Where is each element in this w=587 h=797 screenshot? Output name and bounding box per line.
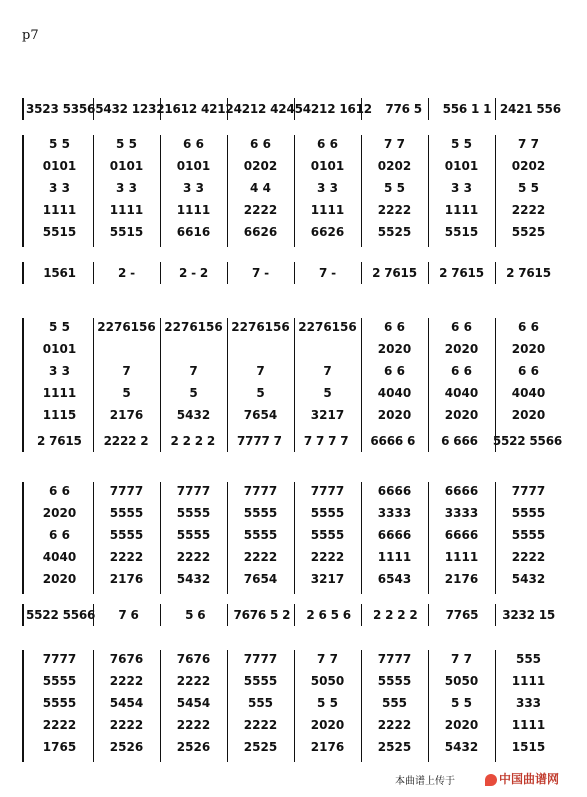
accompaniment-row (26, 674, 562, 688)
accompaniment-cell: 1111 (42, 203, 77, 217)
accompaniment-cell: 4 4 (250, 181, 271, 195)
melody-measure: 7 - (252, 266, 269, 280)
accompaniment-cell: 5555 (109, 528, 144, 542)
accompaniment-cell: 5555 (176, 528, 211, 542)
melody-measure: 7 7 7 7 (303, 434, 349, 448)
melody-measure: 7 6 (118, 608, 139, 622)
accompaniment-cell: 1111 (444, 550, 479, 564)
accompaniment-cell: 6 6 (518, 364, 539, 378)
accompaniment-cell: 2276156 (298, 320, 357, 334)
accompaniment-cell: 0202 (377, 159, 412, 173)
accompaniment-cell: 6 6 (49, 484, 70, 498)
accompaniment-cell: 1515 (511, 740, 546, 754)
accompaniment-cell: 2525 (243, 740, 278, 754)
accompaniment-cell: 7676 (109, 652, 144, 666)
melody-line (22, 430, 564, 452)
accompaniment-row (26, 342, 562, 356)
accompaniment-cell: 2222 (310, 550, 345, 564)
accompaniment-cell: 5555 (243, 506, 278, 520)
accompaniment-cell: 7777 (243, 652, 278, 666)
accompaniment-cell (294, 342, 361, 356)
accompaniment-cell: 2020 (42, 506, 77, 520)
accompaniment-cell: 1111 (444, 203, 479, 217)
accompaniment-cell: 7 (122, 364, 131, 378)
accompaniment-cell: 2222 (176, 718, 211, 732)
page-number: p7 (22, 28, 39, 43)
accompaniment-cell: 2222 (109, 550, 144, 564)
accompaniment-cell: 2222 (109, 718, 144, 732)
accompaniment-staff (22, 650, 564, 762)
accompaniment-cell: 1111 (377, 550, 412, 564)
accompaniment-cell: 3 3 (183, 181, 204, 195)
melody-measure: 1561 (43, 266, 76, 280)
accompaniment-cell: 6626 (310, 225, 345, 239)
accompaniment-cell: 5 5 (451, 137, 472, 151)
accompaniment-cell: 2020 (310, 718, 345, 732)
accompaniment-row (26, 159, 562, 173)
accompaniment-cell: 2276156 (164, 320, 223, 334)
accompaniment-cell: 3 3 (317, 181, 338, 195)
accompaniment-cell: 6543 (377, 572, 412, 586)
accompaniment-row (26, 652, 562, 666)
melody-measure: 7777 7 (237, 434, 282, 448)
melody-measure: 6 666 (441, 434, 478, 448)
accompaniment-cell: 3333 (377, 506, 412, 520)
accompaniment-row (26, 225, 562, 239)
accompaniment-cell: 0101 (42, 342, 77, 356)
accompaniment-cell: 6 6 (451, 364, 472, 378)
accompaniment-cell: 2176 (109, 408, 144, 422)
accompaniment-row (26, 528, 562, 542)
accompaniment-cell: 7 7 (317, 652, 338, 666)
accompaniment-cell: 6 6 (384, 364, 405, 378)
accompaniment-row (26, 203, 562, 217)
accompaniment-cell: 5555 (243, 674, 278, 688)
melody-measure: 2 7615 (36, 434, 82, 448)
accompaniment-cell: 2020 (42, 572, 77, 586)
flame-icon (485, 774, 497, 786)
accompaniment-cell: 5 (189, 386, 198, 400)
accompaniment-cell: 0202 (511, 159, 546, 173)
melody-measure: 3523 5356 (26, 102, 96, 116)
melody-measure: 6666 6 (370, 434, 416, 448)
accompaniment-cell: 7676 (176, 652, 211, 666)
accompaniment-cell: 1111 (511, 674, 546, 688)
accompaniment-cell: 2176 (310, 740, 345, 754)
melody-measure: 2 2 2 2 (170, 434, 215, 448)
accompaniment-cell: 555 (515, 652, 542, 666)
accompaniment-cell: 2222 (243, 718, 278, 732)
accompaniment-cell: 6 6 (384, 320, 405, 334)
accompaniment-cell: 2222 (377, 718, 412, 732)
accompaniment-cell: 6 6 (317, 137, 338, 151)
accompaniment-cell: 4040 (511, 386, 546, 400)
accompaniment-row (26, 137, 562, 151)
melody-measure: 7 - (319, 266, 336, 280)
melody-measure: 2 - 2 (178, 266, 209, 280)
accompaniment-row (26, 718, 562, 732)
accompaniment-cell: 5 (323, 386, 332, 400)
accompaniment-cell: 6666 (444, 484, 479, 498)
brand-name: 中国曲谱网 (499, 772, 560, 786)
accompaniment-cell: 3 3 (451, 181, 472, 195)
melody-measure: 2 7615 (372, 266, 417, 280)
accompaniment-cell (160, 342, 227, 356)
accompaniment-cell: 7777 (377, 652, 412, 666)
accompaniment-cell: 7654 (243, 408, 278, 422)
accompaniment-cell: 2020 (377, 408, 412, 422)
accompaniment-cell: 6 6 (183, 137, 204, 151)
accompaniment-cell: 7 (323, 364, 332, 378)
melody-measure: 1612 4212 (164, 102, 234, 116)
accompaniment-cell: 5515 (42, 225, 77, 239)
accompaniment-cell: 5 5 (49, 320, 70, 334)
melody-measure: 4212 1612 (302, 102, 372, 116)
accompaniment-cell: 2176 (109, 572, 144, 586)
accompaniment-cell: 5 5 (384, 181, 405, 195)
accompaniment-cell: 2222 (511, 550, 546, 564)
accompaniment-row (26, 550, 562, 564)
accompaniment-cell: 4040 (444, 386, 479, 400)
accompaniment-staff (22, 482, 564, 594)
accompaniment-cell: 5454 (176, 696, 211, 710)
melody-measure: 3232 15 (502, 608, 556, 622)
accompaniment-cell: 6666 (444, 528, 479, 542)
accompaniment-cell: 5 5 (451, 696, 472, 710)
accompaniment-row (26, 181, 562, 195)
accompaniment-cell: 5555 (310, 506, 345, 520)
accompaniment-cell: 1111 (511, 718, 546, 732)
accompaniment-cell: 7777 (243, 484, 278, 498)
accompaniment-cell: 2222 (511, 203, 546, 217)
accompaniment-cell: 0101 (42, 159, 77, 173)
accompaniment-cell: 1111 (176, 203, 211, 217)
melody-measure: 2421 556 (499, 102, 561, 116)
accompaniment-row (26, 572, 562, 586)
accompaniment-cell: 3 3 (116, 181, 137, 195)
accompaniment-cell (227, 342, 294, 356)
accompaniment-cell: 0202 (243, 159, 278, 173)
melody-measure: 2 2 2 2 (373, 608, 418, 622)
melody-measure: 5522 5566 (26, 608, 96, 622)
accompaniment-cell: 5 (122, 386, 131, 400)
accompaniment-cell: 6666 (377, 528, 412, 542)
accompaniment-cell: 2176 (444, 572, 479, 586)
accompaniment-staff (22, 318, 564, 430)
accompaniment-cell: 5432 (511, 572, 546, 586)
accompaniment-cell: 3 3 (49, 181, 70, 195)
accompaniment-cell: 5 5 (518, 181, 539, 195)
accompaniment-cell: 5555 (176, 506, 211, 520)
accompaniment-cell: 0101 (109, 159, 144, 173)
accompaniment-staff (22, 135, 564, 247)
melody-measure: 556 1 1 (442, 102, 492, 116)
melody-measure: 4212 4245 (233, 102, 303, 116)
accompaniment-cell: 5432 (176, 408, 211, 422)
melody-measure: 2 7615 (439, 266, 484, 280)
accompaniment-row (26, 740, 562, 754)
accompaniment-cell: 7 7 (384, 137, 405, 151)
accompaniment-cell: 3333 (444, 506, 479, 520)
melody-measure: 2 6 5 6 (306, 608, 351, 622)
accompaniment-cell: 6616 (176, 225, 211, 239)
accompaniment-cell: 5 5 (49, 137, 70, 151)
accompaniment-row (26, 320, 562, 334)
accompaniment-cell: 5525 (377, 225, 412, 239)
accompaniment-cell: 2276156 (231, 320, 290, 334)
melody-line (22, 604, 564, 626)
accompaniment-cell: 5525 (511, 225, 546, 239)
accompaniment-cell: 1111 (42, 386, 77, 400)
accompaniment-row (26, 386, 562, 400)
accompaniment-cell: 0101 (176, 159, 211, 173)
accompaniment-cell: 3 3 (49, 364, 70, 378)
accompaniment-row (26, 484, 562, 498)
accompaniment-cell: 2020 (511, 408, 546, 422)
accompaniment-cell: 555 (247, 696, 274, 710)
melody-measure: 7676 5 2 (233, 608, 291, 622)
accompaniment-cell: 5555 (377, 674, 412, 688)
melody-measure: 5 6 (185, 608, 206, 622)
accompaniment-cell: 6 6 (49, 528, 70, 542)
accompaniment-cell: 1111 (310, 203, 345, 217)
site-logo (485, 770, 559, 787)
accompaniment-cell: 1115 (42, 408, 77, 422)
melody-measure: 2 7615 (506, 266, 551, 280)
accompaniment-cell: 5555 (243, 528, 278, 542)
accompaniment-cell: 5432 (444, 740, 479, 754)
accompaniment-cell: 4040 (377, 386, 412, 400)
accompaniment-cell: 0101 (310, 159, 345, 173)
melody-measure: 2222 2 (103, 434, 149, 448)
melody-line (22, 262, 564, 284)
accompaniment-cell: 2222 (176, 674, 211, 688)
accompaniment-cell: 1765 (42, 740, 77, 754)
accompaniment-cell: 5555 (511, 528, 546, 542)
accompaniment-cell: 5515 (444, 225, 479, 239)
upload-note: 本曲谱上传于 (395, 776, 455, 787)
melody-measure: 7765 (445, 608, 479, 622)
accompaniment-cell: 5 (256, 386, 265, 400)
accompaniment-cell: 7 (256, 364, 265, 378)
accompaniment-cell: 5555 (42, 696, 77, 710)
accompaniment-cell: 2020 (444, 718, 479, 732)
accompaniment-cell: 333 (515, 696, 542, 710)
accompaniment-row (26, 364, 562, 378)
melody-measure: 5432 1232 (95, 102, 165, 116)
accompaniment-cell: 7 (189, 364, 198, 378)
accompaniment-cell: 2222 (377, 203, 412, 217)
accompaniment-cell: 5555 (511, 506, 546, 520)
accompaniment-cell: 5454 (109, 696, 144, 710)
accompaniment-row (26, 408, 562, 422)
accompaniment-cell: 6666 (377, 484, 412, 498)
accompaniment-cell: 1111 (109, 203, 144, 217)
melody-measure: 2 - (118, 266, 135, 280)
accompaniment-cell: 3217 (310, 408, 345, 422)
melody-measure: 776 5 (385, 102, 422, 116)
accompaniment-cell: 7777 (42, 652, 77, 666)
accompaniment-cell: 0101 (444, 159, 479, 173)
accompaniment-cell: 2020 (511, 342, 546, 356)
accompaniment-cell: 2222 (243, 550, 278, 564)
accompaniment-cell: 5 5 (116, 137, 137, 151)
accompaniment-cell: 7777 (109, 484, 144, 498)
accompaniment-cell: 5050 (310, 674, 345, 688)
accompaniment-cell: 6 6 (250, 137, 271, 151)
accompaniment-cell: 2222 (42, 718, 77, 732)
accompaniment-row (26, 696, 562, 710)
accompaniment-cell: 2526 (176, 740, 211, 754)
accompaniment-cell: 4040 (42, 550, 77, 564)
accompaniment-cell: 5515 (109, 225, 144, 239)
accompaniment-row (26, 506, 562, 520)
accompaniment-cell: 7 7 (518, 137, 539, 151)
accompaniment-cell: 2020 (377, 342, 412, 356)
accompaniment-cell: 6626 (243, 225, 278, 239)
accompaniment-cell: 5 5 (317, 696, 338, 710)
accompaniment-cell: 2020 (444, 342, 479, 356)
accompaniment-cell: 5555 (42, 674, 77, 688)
accompaniment-cell: 5555 (310, 528, 345, 542)
accompaniment-cell: 2222 (109, 674, 144, 688)
accompaniment-cell: 7654 (243, 572, 278, 586)
accompaniment-cell: 2276156 (97, 320, 156, 334)
accompaniment-cell: 5432 (176, 572, 211, 586)
accompaniment-cell: 7777 (176, 484, 211, 498)
melody-measure: 5522 5566 (492, 434, 562, 448)
accompaniment-cell: 5050 (444, 674, 479, 688)
accompaniment-cell: 5555 (109, 506, 144, 520)
accompaniment-cell: 7 7 (451, 652, 472, 666)
accompaniment-cell: 2525 (377, 740, 412, 754)
accompaniment-cell: 555 (381, 696, 408, 710)
accompaniment-cell: 2222 (243, 203, 278, 217)
accompaniment-cell: 6 6 (518, 320, 539, 334)
accompaniment-cell: 2020 (444, 408, 479, 422)
accompaniment-cell (93, 342, 160, 356)
accompaniment-cell: 3217 (310, 572, 345, 586)
accompaniment-cell: 2222 (176, 550, 211, 564)
melody-line (22, 98, 564, 120)
accompaniment-cell: 7777 (511, 484, 546, 498)
accompaniment-cell: 6 6 (451, 320, 472, 334)
accompaniment-cell: 2526 (109, 740, 144, 754)
accompaniment-cell: 7777 (310, 484, 345, 498)
